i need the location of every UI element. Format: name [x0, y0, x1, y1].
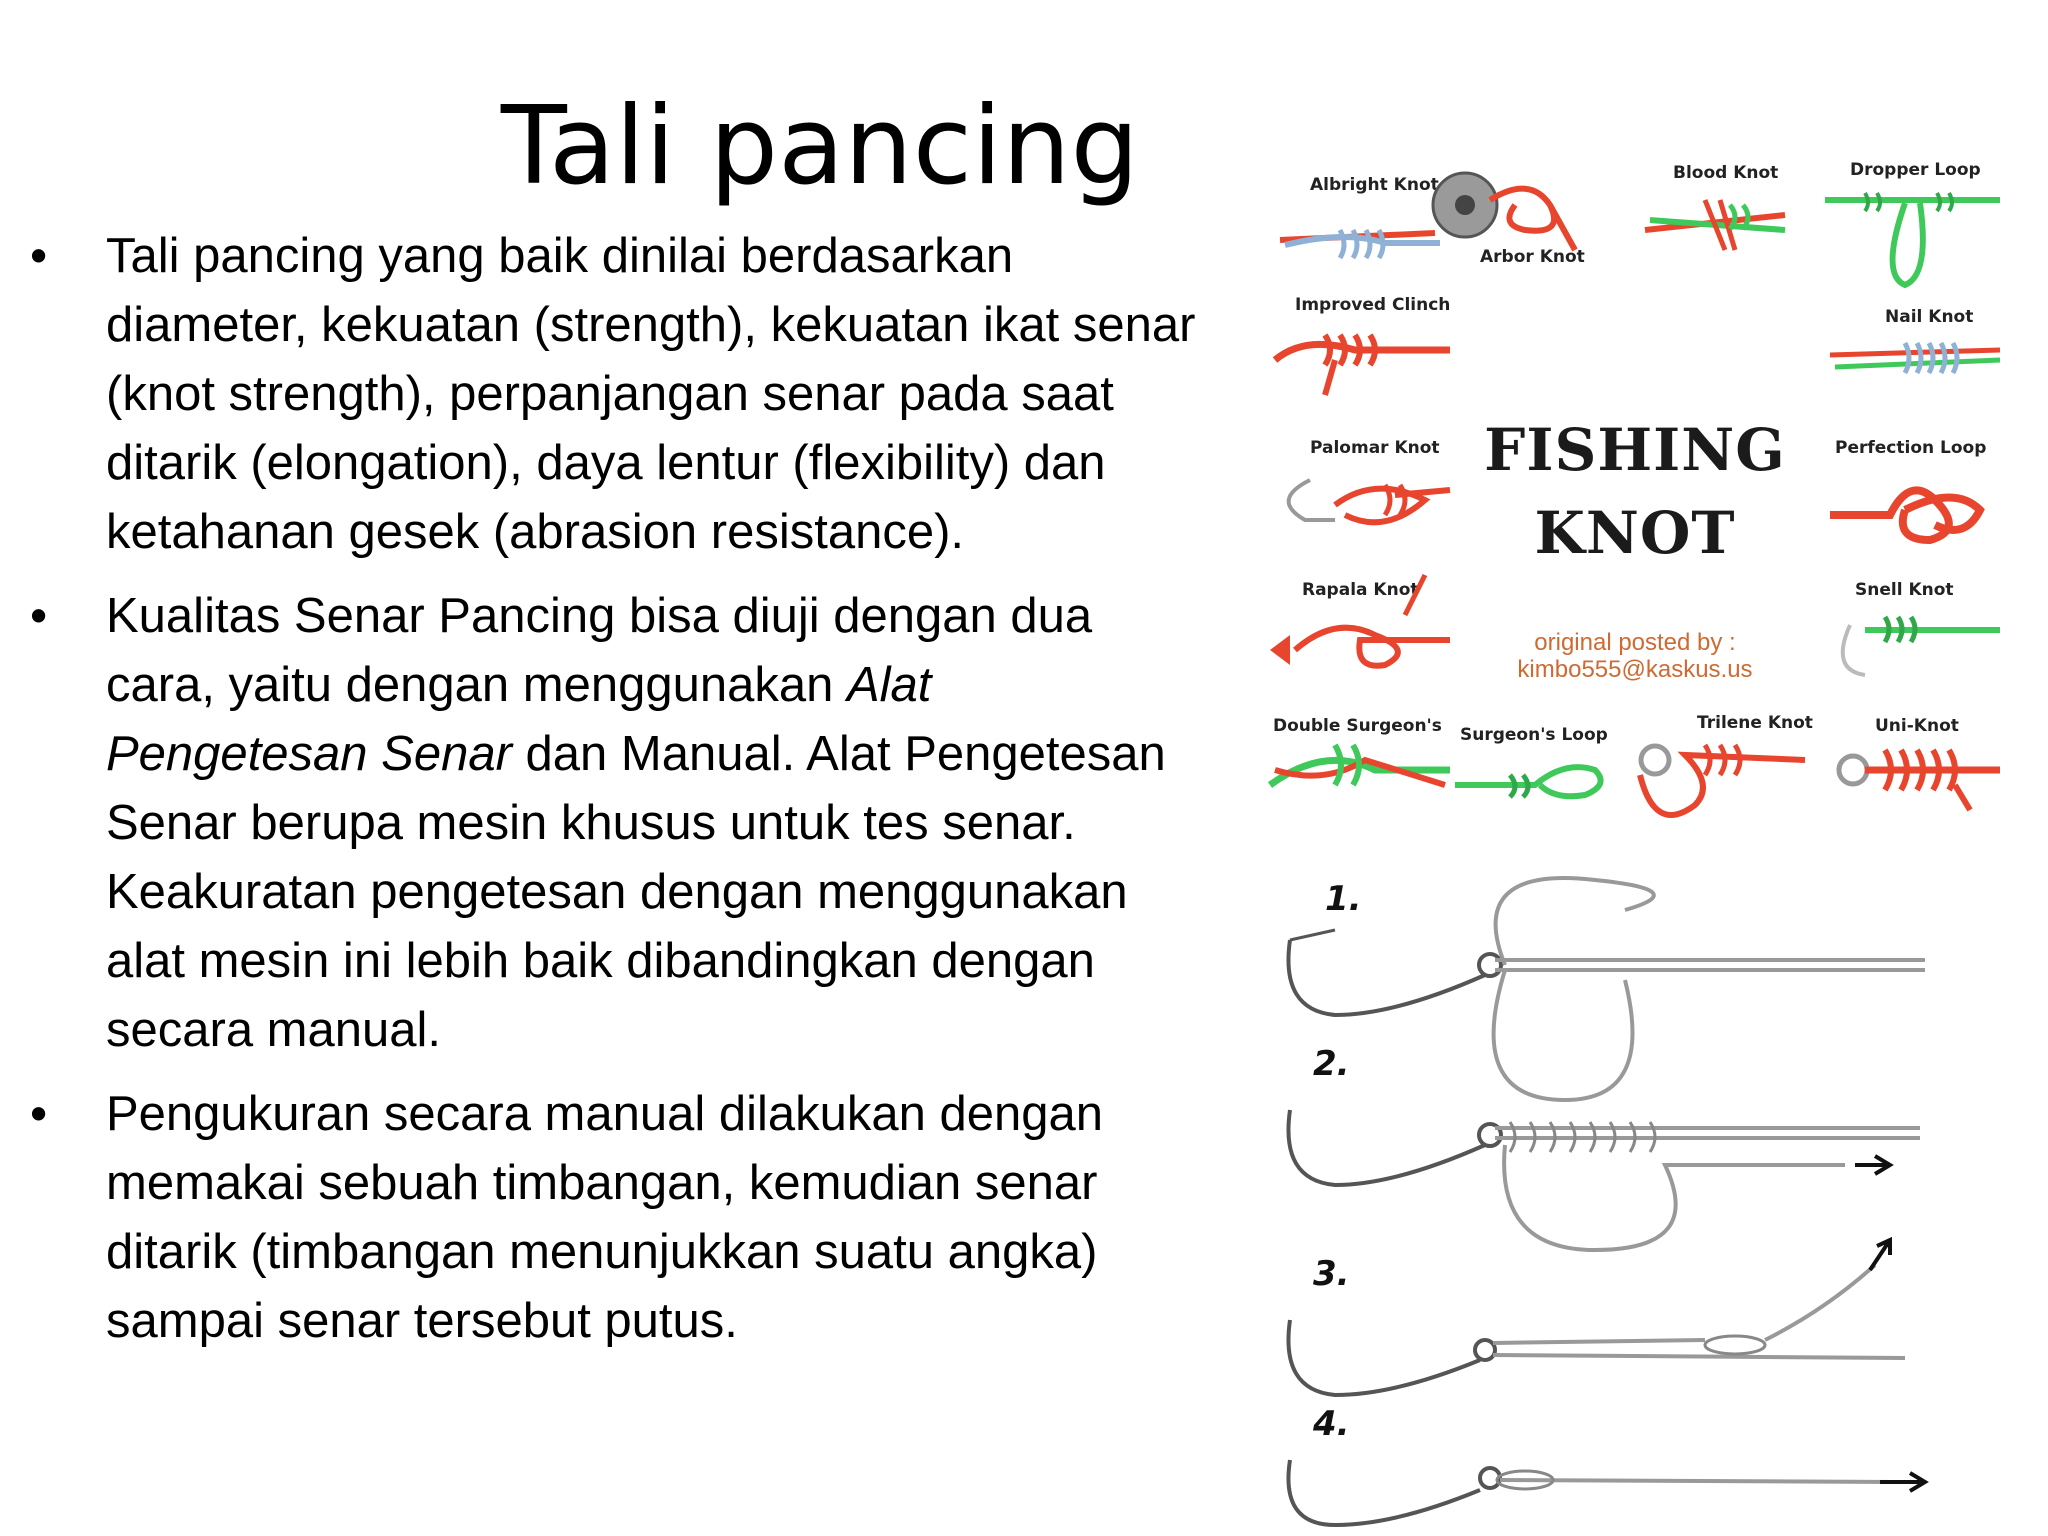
nail-knot-label: Nail Knot: [1885, 307, 1974, 327]
uni-knot-label: Uni-Knot: [1875, 716, 1959, 736]
bullet-item: [30, 1080, 1200, 1356]
nail-knot-illustration: [1830, 343, 2000, 373]
bullet-item: [30, 222, 1200, 567]
step-3-label: 3.: [1313, 1254, 1350, 1294]
trilene-knot-illustration: [1640, 745, 1805, 815]
step-4-illustration: [1288, 1460, 1925, 1525]
bullet-dot: •: [30, 229, 48, 283]
bullet-italic-text: Alat Pengetesan Senar: [106, 658, 932, 781]
perfection-loop-label: Perfection Loop: [1835, 438, 1987, 458]
rapala-knot-label: Rapala Knot: [1302, 580, 1419, 600]
blood-knot-illustration: [1645, 200, 1785, 250]
bullet-dot: •: [30, 589, 48, 643]
palomar-knot-label: Palomar Knot: [1310, 438, 1440, 458]
step-1-illustration: [1288, 878, 1925, 1100]
arbor-knot-illustration: [1433, 173, 1575, 250]
step-1-label: 1.: [1325, 879, 1362, 919]
bullet-text: Pengukuran secara manual dilakukan dengan memakai sebuah timbangan, kemudian senar ditarik (timbangan menunjukkan suatu angka) sampai senar tersebut putus.: [106, 1087, 1104, 1348]
bullet-text: dan Manual. Alat Pengetesan Senar berupa mesin khusus untuk tes senar. Keakuratan pengetesan dengan menggunakan alat mesin ini lebih baik dibandingkan dengan secara manual.: [106, 727, 1166, 1057]
blood-knot-label: Blood Knot: [1673, 163, 1779, 183]
step-4-label: 4.: [1313, 1404, 1350, 1444]
fishing-knot-chart: [1265, 145, 2010, 835]
knot-steps-figure: [1265, 870, 1955, 1530]
albright-knot-illustration: [1280, 230, 1440, 258]
bullet-text: Kualitas Senar Pancing bisa diuji dengan dua cara, yaitu dengan menggunakan: [106, 589, 1093, 712]
step-2-illustration: [1288, 1110, 1920, 1250]
fishing-heading-line2: KNOT: [1534, 499, 1736, 567]
step-2-label: 2.: [1313, 1044, 1350, 1084]
bullet-dot: •: [30, 1087, 48, 1141]
arbor-knot-label: Arbor Knot: [1480, 247, 1585, 267]
bullet-text: Tali pancing yang baik dinilai berdasarkan diameter, kekuatan (strength), kekuatan ikat senar (knot strength), perpanjangan senar pada saat ditarik (elongation), daya lentur (flexibility) dan ketahanan gesek (abrasion resistance).: [106, 229, 1196, 559]
perfection-loop-illustration: [1830, 490, 1980, 540]
fishing-heading-line1: FISHING: [1484, 416, 1786, 484]
surgeons-loop-illustration: [1455, 767, 1601, 797]
surgeons-loop-label: Surgeon's Loop: [1460, 725, 1608, 745]
bullet-list: [30, 222, 1200, 1371]
albright-knot-label: Albright Knot: [1310, 175, 1439, 195]
dropper-loop-label: Dropper Loop: [1850, 160, 1981, 180]
credit-line1: original posted by :: [1534, 629, 1736, 656]
trilene-knot-label: Trilene Knot: [1697, 713, 1813, 733]
improved-clinch-label: Improved Clinch: [1295, 295, 1451, 315]
uni-knot-illustration: [1839, 750, 2000, 810]
double-surgeons-illustration: [1270, 745, 1450, 785]
snell-knot-illustration: [1843, 617, 2000, 675]
credit-line2: kimbo555@kaskus.us: [1517, 656, 1753, 683]
palomar-knot-illustration: [1289, 480, 1450, 522]
slide-title: Tali pancing: [500, 84, 1140, 209]
bullet-item: [30, 582, 1200, 1065]
step-3-illustration: [1288, 1240, 1905, 1395]
improved-clinch-illustration: [1275, 335, 1450, 395]
double-surgeons-label: Double Surgeon's: [1273, 716, 1442, 736]
dropper-loop-illustration: [1825, 193, 2000, 285]
snell-knot-label: Snell Knot: [1855, 580, 1954, 600]
